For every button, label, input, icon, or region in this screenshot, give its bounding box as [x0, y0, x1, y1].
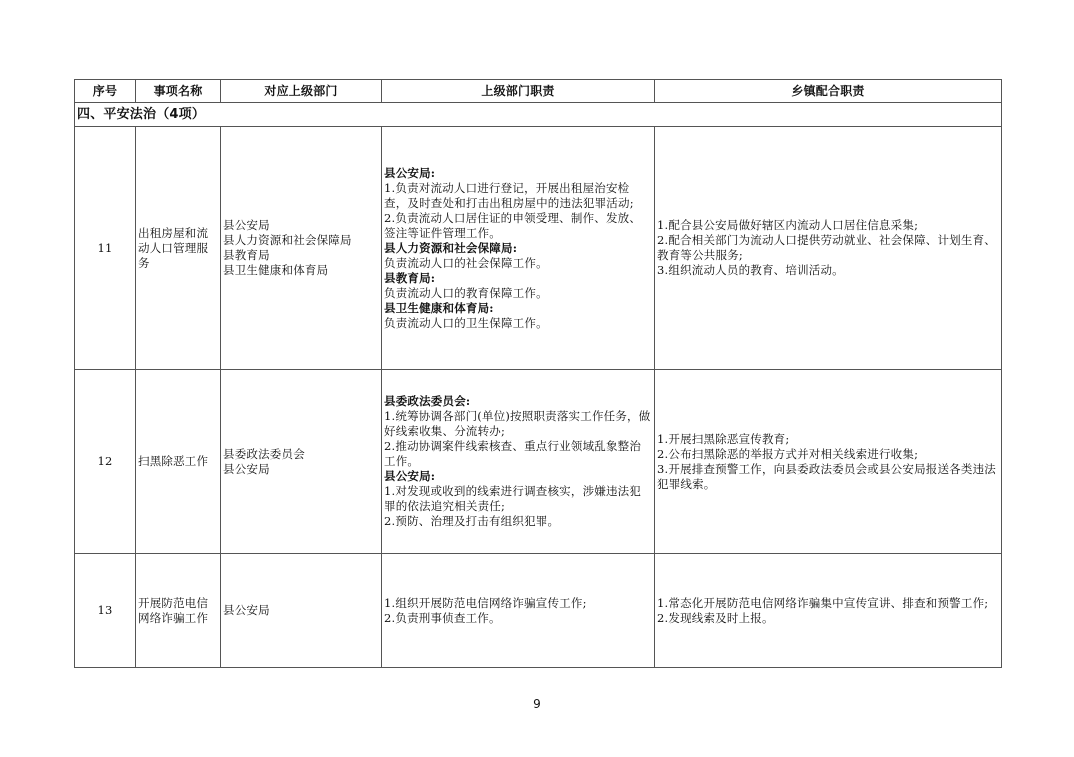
township-duty-line: 2.发现线索及时上报。: [657, 610, 774, 625]
department: 县教育局: [223, 248, 270, 262]
duty-line: 1.统筹协调各部门(单位)按照职责落实工作任务，做好线索收集、分流转办;: [384, 409, 651, 438]
township-duty-line: 3.开展排查预警工作，向县委政法委员会或县公安局报送各类违法犯罪线索。: [657, 461, 996, 491]
duty-line: 1.对发现或收到的线索进行调查核实，涉嫌违法犯罪的依法追究相关责任;: [384, 484, 642, 513]
superior-duties: [382, 370, 655, 554]
header-superior-department: 对应上级部门: [221, 80, 382, 103]
township-duties: [655, 554, 1002, 668]
row-number: 13: [75, 554, 136, 668]
section-title: 四、平安法治（4项）: [75, 103, 1002, 127]
department: 县人力资源和社会保障局: [223, 233, 352, 247]
department-list: [221, 554, 382, 668]
duty-line: 2.推动协调案件线索核查、重点行业领域乱象整治工作。: [384, 439, 642, 468]
table-row: [75, 554, 1002, 668]
duty-line: 2.预防、治理及打击有组织犯罪。: [384, 514, 560, 528]
header-township-duties: 乡镇配合职责: [655, 80, 1002, 103]
duty-heading: 县教育局:: [384, 270, 436, 285]
department: 县卫生健康和体育局: [223, 263, 329, 277]
row-number: 12: [75, 370, 136, 554]
duty-heading: 县公安局:: [384, 469, 436, 483]
department: 县公安局: [223, 218, 270, 232]
township-duty-line: 2.配合相关部门为流动人口提供劳动就业、社会保障、计划生育、教育等公共服务;: [657, 233, 996, 262]
department-list: [221, 370, 382, 554]
header-number: 序号: [75, 80, 136, 103]
township-duties: [655, 370, 1002, 554]
item-name: 扫黑除恶工作: [136, 370, 221, 554]
section-row: [75, 103, 1002, 127]
duty-heading: 县卫生健康和体育局:: [384, 300, 494, 315]
duty-line: 负责流动人口的卫生保障工作。: [384, 315, 548, 330]
superior-duties: [382, 127, 655, 370]
header-item-name: 事项名称: [136, 80, 221, 103]
responsibility-table: [74, 79, 1002, 668]
item-name: 出租房屋和流动人口管理服务: [136, 127, 221, 370]
township-duty-line: 3.组织流动人员的教育、培训活动。: [657, 263, 844, 277]
township-duty-line: 1.开展扫黑除恶宣传教育;: [657, 431, 790, 446]
township-duty-line: 1.配合县公安局做好辖区内流动人口居住信息采集;: [657, 218, 919, 232]
table-row: [75, 127, 1002, 370]
duty-heading: 县人力资源和社会保障局:: [384, 240, 518, 255]
department-list: [221, 127, 382, 370]
duty-line: 1.负责对流动人口进行登记，开展出租屋治安检查，及时查处和打击出租房屋中的违法犯罪活动;: [384, 180, 634, 210]
township-duties: [655, 127, 1002, 370]
header-superior-duties: 上级部门职责: [382, 80, 655, 103]
duty-heading: 县委政法委员会:: [384, 394, 471, 408]
department: 县委政法委员会: [223, 446, 305, 461]
department: 县公安局: [223, 461, 270, 476]
table-row: [75, 370, 1002, 554]
duty-line: 2.负责流动人口居住证的申领受理、制作、发放、签注等证件管理工作。: [384, 210, 642, 240]
duty-line: 1.组织开展防范电信网络诈骗宣传工作;: [384, 595, 587, 610]
row-number: 11: [75, 127, 136, 370]
header-row: [75, 80, 1002, 103]
department: 县公安局: [223, 603, 270, 617]
duty-line: 负责流动人口的社会保障工作。: [384, 255, 548, 270]
township-duty-line: 1.常态化开展防范电信网络诈骗集中宣传宣讲、排查和预警工作;: [657, 595, 989, 610]
duty-line: 2.负责刑事侦查工作。: [384, 610, 501, 625]
item-name: 开展防范电信网络诈骗工作: [136, 554, 221, 668]
superior-duties: [382, 554, 655, 668]
page-number: 9: [533, 697, 541, 711]
township-duty-line: 2.公布扫黑除恶的举报方式并对相关线索进行收集;: [657, 446, 919, 461]
duty-line: 负责流动人口的教育保障工作。: [384, 285, 548, 300]
duty-heading: 县公安局:: [384, 165, 436, 180]
